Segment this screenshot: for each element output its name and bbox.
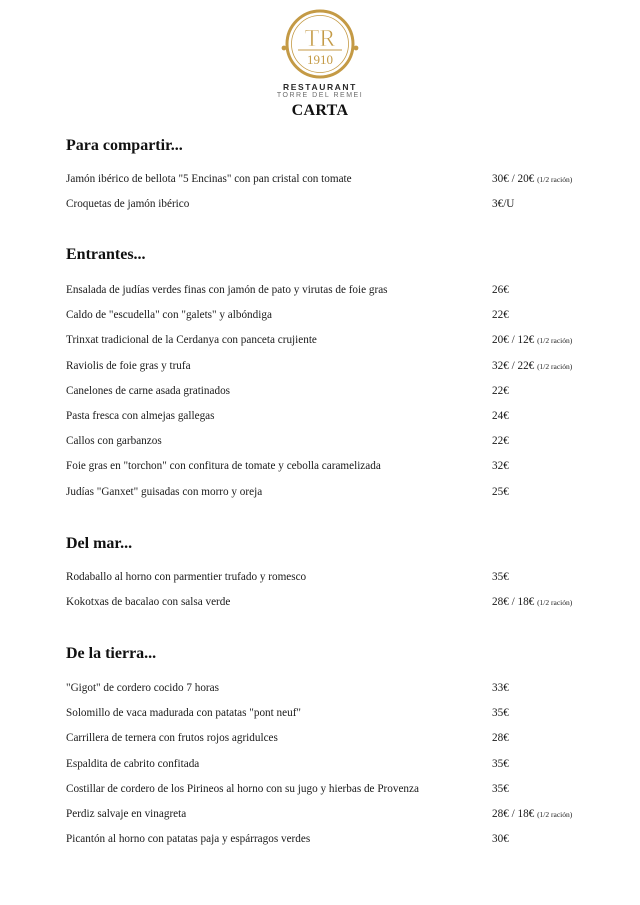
- dish-price: [492, 408, 509, 424]
- restaurant-logo: [280, 8, 360, 80]
- dish-name: Canelones de carne asada gratinados: [66, 385, 231, 397]
- dish-price: [492, 383, 509, 399]
- menu-item: [66, 680, 586, 696]
- price-value: 28€ / 18€: [492, 808, 535, 820]
- dish-name: Croquetas de jamón ibérico: [66, 198, 190, 210]
- price-value: 33€: [492, 682, 509, 694]
- menu-item: [66, 383, 586, 399]
- dish-price: [492, 433, 509, 449]
- price-value: 22€: [492, 435, 509, 447]
- price-value: 32€: [492, 460, 509, 472]
- dish-name: Picantón al horno con patatas paja y espárragos verdes: [66, 833, 311, 845]
- restaurant-label: RESTAURANT: [283, 82, 357, 92]
- menu-item: [66, 171, 586, 187]
- price-value: 35€: [492, 707, 509, 719]
- price-value: 24€: [492, 410, 509, 422]
- menu-item: [66, 831, 586, 847]
- dish-price: [492, 594, 572, 611]
- menu-item: [66, 730, 586, 746]
- dish-name: Ensalada de judías verdes finas con jamón de pato y virutas de foie gras: [66, 284, 388, 296]
- half-portion-note: (1/2 ración): [537, 810, 573, 819]
- dish-price: [492, 171, 572, 188]
- menu-item: [66, 332, 586, 348]
- dish-price: [492, 196, 514, 212]
- dish-price: [492, 458, 509, 474]
- dish-name: Espaldita de cabrito confitada: [66, 758, 200, 770]
- dish-name: Raviolis de foie gras y trufa: [66, 360, 191, 372]
- logo-monogram: TR: [304, 26, 336, 52]
- half-portion-note: (1/2 ración): [537, 362, 573, 371]
- dish-price: [492, 358, 572, 375]
- half-portion-note: (1/2 ración): [537, 598, 573, 607]
- dish-name: Foie gras en "torchon" con confitura de tomate y cebolla caramelizada: [66, 460, 381, 472]
- dish-name: Solomillo de vaca madurada con patatas "pont neuf": [66, 707, 301, 719]
- price-value: 22€: [492, 309, 509, 321]
- logo-year: 1910: [307, 52, 333, 67]
- menu-header: [0, 8, 640, 120]
- price-value: 3€/U: [492, 198, 515, 210]
- menu-item: [66, 196, 586, 212]
- price-value: 35€: [492, 783, 509, 795]
- menu-item: [66, 756, 586, 772]
- price-value: 35€: [492, 758, 509, 770]
- menu-item: [66, 408, 586, 424]
- menu-item: [66, 705, 586, 721]
- menu-item: [66, 594, 586, 610]
- price-value: 22€: [492, 385, 509, 397]
- dish-price: [492, 569, 509, 585]
- menu-item: [66, 781, 586, 797]
- section-title: Del mar...: [66, 535, 133, 552]
- dish-price: [492, 484, 509, 500]
- dish-price: [492, 332, 572, 349]
- dish-price: [492, 282, 509, 298]
- price-value: 20€ / 12€: [492, 334, 535, 346]
- dish-price: [492, 730, 509, 746]
- price-value: 30€ / 20€: [492, 173, 535, 185]
- menu-item: [66, 282, 586, 298]
- half-portion-note: (1/2 ración): [537, 175, 573, 184]
- price-value: 30€: [492, 833, 509, 845]
- menu-title: CARTA: [291, 102, 349, 119]
- price-value: 32€ / 22€: [492, 360, 535, 372]
- dish-price: [492, 680, 509, 696]
- price-value: 25€: [492, 486, 509, 498]
- dish-name: Judías "Ganxet" guisadas con morro y oreja: [66, 486, 263, 498]
- dish-name: Costillar de cordero de los Pirineos al horno con su jugo y hierbas de Provenza: [66, 783, 419, 795]
- dish-price: [492, 781, 509, 797]
- dish-name: Kokotxas de bacalao con salsa verde: [66, 596, 231, 608]
- section-title: Entrantes...: [66, 246, 146, 263]
- dish-name: Caldo de "escudella" con "galets" y albóndiga: [66, 309, 272, 321]
- menu-item: [66, 484, 586, 500]
- price-value: 28€ / 18€: [492, 596, 535, 608]
- dish-name: Carrillera de ternera con frutos rojos agridulces: [66, 732, 278, 744]
- dish-price: [492, 307, 509, 323]
- dish-name: Trinxat tradicional de la Cerdanya con panceta crujiente: [66, 334, 317, 346]
- price-value: 28€: [492, 732, 509, 744]
- restaurant-subname: TORRE DEL REMEI: [276, 92, 364, 99]
- section-title: De la tierra...: [66, 645, 157, 662]
- menu-item: [66, 433, 586, 449]
- price-value: 35€: [492, 571, 509, 583]
- half-portion-note: (1/2 ración): [537, 336, 573, 345]
- menu-item: [66, 806, 586, 822]
- dish-price: [492, 806, 572, 823]
- dish-name: Perdiz salvaje en vinagreta: [66, 808, 187, 820]
- dish-name: Jamón ibérico de bellota "5 Encinas" con pan cristal con tomate: [66, 173, 352, 185]
- section-title: Para compartir...: [66, 137, 183, 154]
- dish-name: Pasta fresca con almejas gallegas: [66, 410, 215, 422]
- menu-item: [66, 358, 586, 374]
- price-value: 26€: [492, 284, 509, 296]
- menu-item: [66, 569, 586, 585]
- dish-price: [492, 705, 509, 721]
- dish-name: "Gigot" de cordero cocido 7 horas: [66, 682, 219, 694]
- dish-name: Callos con garbanzos: [66, 435, 162, 447]
- menu-item: [66, 458, 586, 474]
- menu-item: [66, 307, 586, 323]
- dish-name: Rodaballo al horno con parmentier trufado y romesco: [66, 571, 307, 583]
- dish-price: [492, 756, 509, 772]
- dish-price: [492, 831, 509, 847]
